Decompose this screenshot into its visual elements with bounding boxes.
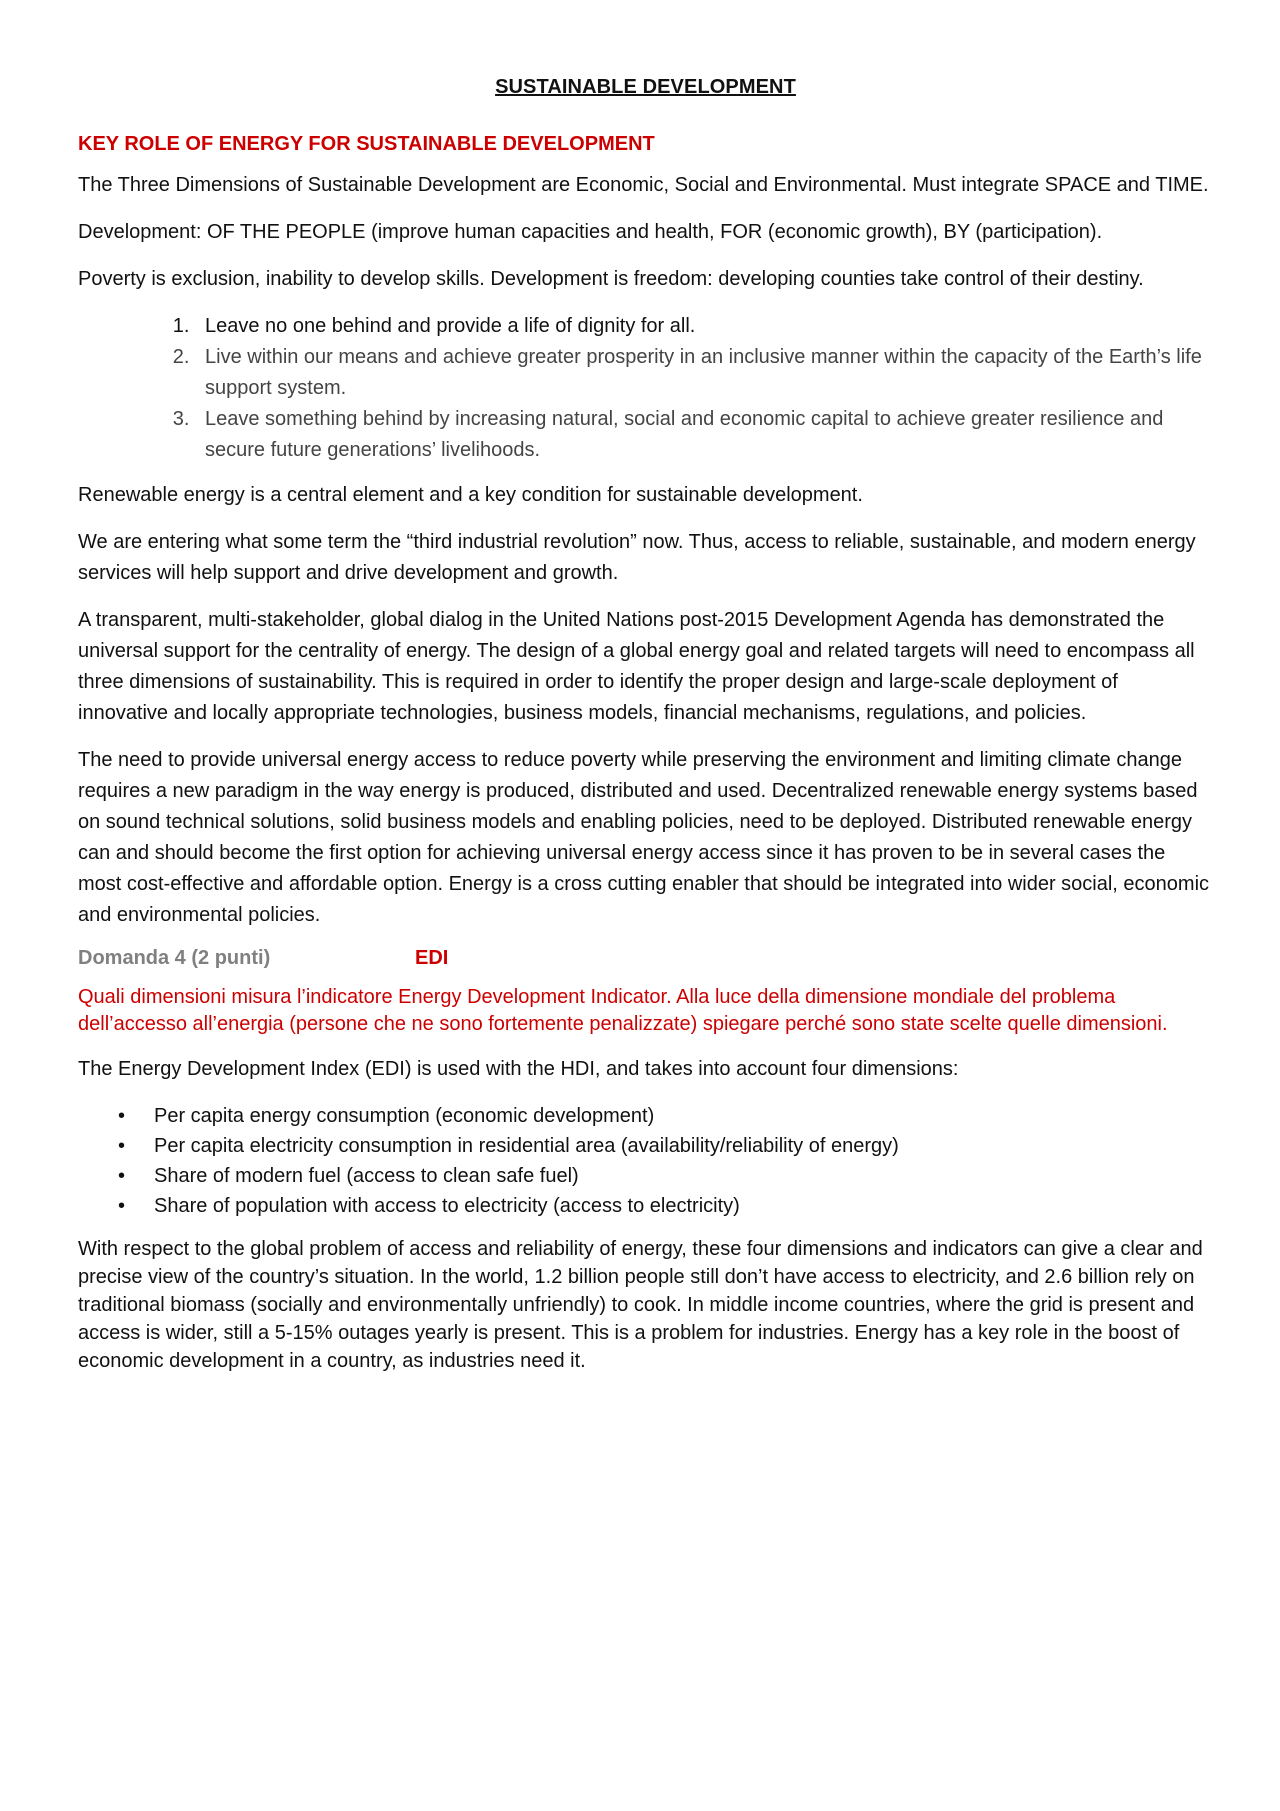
list-item: 3. Leave something behind by increasing natural, social and economic capital to achieve greater resilience and secure future generations’ livelihoods. [195,404,1213,466]
list-item [118,1131,1213,1161]
question-tag: EDI [415,947,449,969]
paragraph-development: Development: OF THE PEOPLE (improve human capacities and health, FOR (economic growth), BY (participation). [78,221,1103,243]
list-item-text: Share of population with access to electricity (access to electricity) [154,1195,740,1217]
bullet-icon: • [118,1105,126,1127]
paragraph-renewable: Renewable energy is a central element and a key condition for sustainable development. [78,484,863,506]
page-title: SUSTAINABLE DEVELOPMENT [495,76,796,98]
edi-dimensions-list [78,1101,1213,1221]
paragraph-dimensions: The Three Dimensions of Sustainable Development are Economic, Social and Environmental. Must integrate SPACE and TIME. [78,174,1209,196]
paragraph-universal-access: The need to provide universal energy access to reduce poverty while preserving the environment and limiting climate change requires a new paradigm in the way energy is produced, distributed and used. Decentralized renewable energy systems based on sound technical solutions, solid business models and enabling policies, need to be deployed. Distributed renewable energy can and should become the first option for achieving universal energy access since it has proven to be in several cases the most cost-effective and affordable option. Energy is a cross cutting enabler that should be integrated into wider social, economic and environmental policies. [78,749,1210,926]
list-item-text: Share of modern fuel (access to clean safe fuel) [154,1165,579,1187]
list-item [118,1101,1213,1131]
paragraph-edi-intro: The Energy Development Index (EDI) is used with the HDI, and takes into account four dimensions: [78,1058,959,1080]
paragraph-un-agenda: A transparent, multi-stakeholder, global dialog in the United Nations post-2015 Development Agenda has demonstrated the universal support for the centrality of energy. The design of a global energy goal and related targets will need to encompass all three dimensions of sustainability. This is required in order to identify the proper design and large-scale deployment of innovative and locally appropriate technologies, business models, financial mechanisms, regulations, and policies. [78,609,1195,724]
principles-list [78,311,1213,466]
bullet-icon: • [118,1195,126,1217]
paragraph-closing: With respect to the global problem of access and reliability of energy, these four dimensions and indicators can give a clear and precise view of the country’s situation. In the world, 1.2 billion people still don’t have access to electricity, and 2.6 billion rely on traditional biomass (socially and environmentally unfriendly) to cook. In middle income countries, where the grid is present and access is wider, still a 5-15% outages yearly is present. This is a problem for industries. Energy has a key role in the boost of economic development in a country, as industries need it. [78,1238,1203,1372]
list-item [118,1161,1213,1191]
list-item-text: Per capita electricity consumption in residential area (availability/reliability of energy) [154,1135,899,1157]
bullet-icon: • [118,1135,126,1157]
question-label: Domanda 4 (2 punti) [78,947,271,969]
question-header [78,947,1213,970]
list-item-text: Per capita energy consumption (economic development) [154,1105,655,1127]
question-text: Quali dimensioni misura l’indicatore Energy Development Indicator. Alla luce della dimensione mondiale del problema dell’accesso all’energia (persone che ne sono fortemente penalizzate) spiegare perché sono state scelte quelle dimensioni. [78,986,1168,1035]
paragraph-revolution: We are entering what some term the “third industrial revolution” now. Thus, access to reliable, sustainable, and modern energy services will help support and drive development and growth. [78,531,1196,584]
list-item: 2. Live within our means and achieve greater prosperity in an inclusive manner within the capacity of the Earth’s life support system. [195,342,1213,404]
document-page [78,76,1213,1375]
list-item: 1. Leave no one behind and provide a life of dignity for all. [195,311,1213,342]
bullet-icon: • [118,1165,126,1187]
paragraph-poverty: Poverty is exclusion, inability to develop skills. Development is freedom: developing counties take control of their destiny. [78,268,1144,290]
section-heading: KEY ROLE OF ENERGY FOR SUSTAINABLE DEVELOPMENT [78,133,655,155]
list-item [118,1191,1213,1221]
